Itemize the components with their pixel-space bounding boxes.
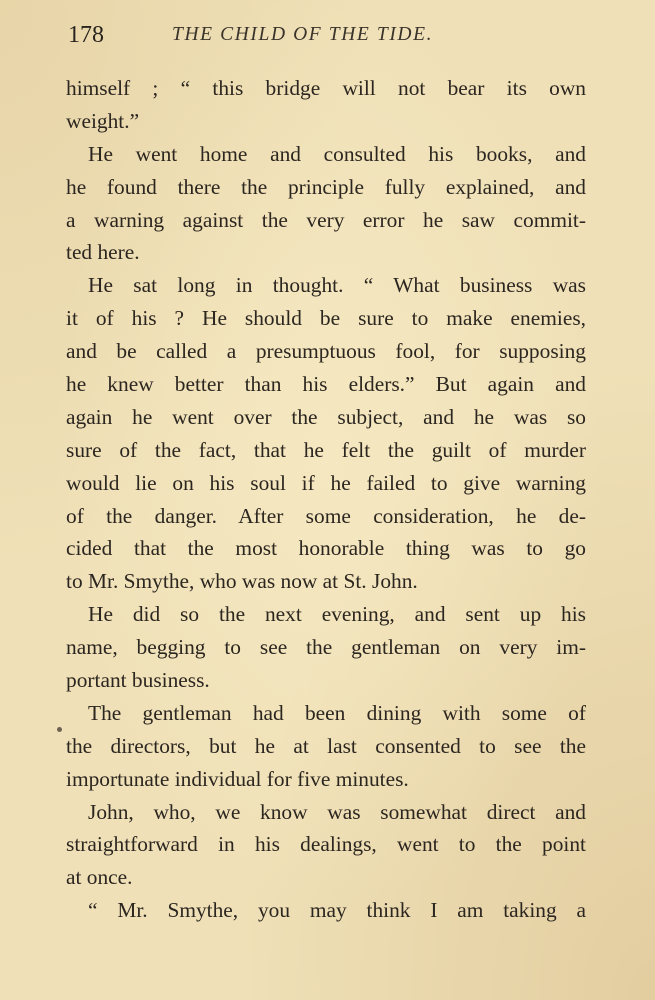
text-line: he found there the principle fully explained, and: [66, 174, 586, 199]
text-line: importunate individual for five minutes.: [66, 766, 409, 791]
text-line: sure of the fact, that he felt the guilt of murder: [66, 437, 586, 462]
text-line: The gentleman had been dining with some of: [88, 700, 586, 725]
text-line: weight.”: [66, 108, 140, 133]
text-line: himself ; “ this bridge will not bear its own: [66, 76, 586, 100]
text-line: He went home and consulted his books, and: [88, 141, 586, 166]
text-line: the directors, but he at last consented to see the: [66, 733, 586, 758]
text-line: it of his ? He should be sure to make enemies,: [66, 306, 586, 331]
text-line: “ Mr. Smythe, you may think I am taking a: [88, 898, 586, 923]
text-line: portant business.: [66, 668, 210, 693]
text-line: He did so the next evening, and sent up his: [88, 602, 586, 627]
text-line: He sat long in thought. “ What business was: [88, 273, 586, 298]
text-line: straightforward in his dealings, went to the point: [66, 832, 586, 857]
text-line: would lie on his soul if he failed to give warning: [66, 470, 586, 495]
page-number: 178: [68, 22, 104, 48]
text-line: cided that the most honorable thing was to go: [66, 536, 586, 561]
text-line: he knew better than his elders.” But again and: [66, 372, 586, 397]
running-title: THE CHILD OF THE TIDE.: [172, 24, 434, 45]
text-line: and be called a presumptuous fool, for supposing: [66, 339, 586, 364]
text-line: again he went over the subject, and he was so: [66, 404, 586, 429]
text-line: name, begging to see the gentleman on very im-: [66, 635, 586, 660]
text-line: John, who, we know was somewhat direct and: [88, 799, 586, 824]
text-line: a warning against the very error he saw commit-: [66, 207, 586, 232]
running-header: [68, 20, 588, 50]
text-line: at once.: [66, 865, 133, 890]
text-line: of the danger. After some consideration, he de-: [66, 503, 586, 528]
text-line: ted here.: [66, 240, 140, 265]
text-line: to Mr. Smythe, who was now at St. John.: [66, 569, 418, 594]
body-text: [66, 72, 586, 927]
ink-speck: [57, 727, 62, 732]
